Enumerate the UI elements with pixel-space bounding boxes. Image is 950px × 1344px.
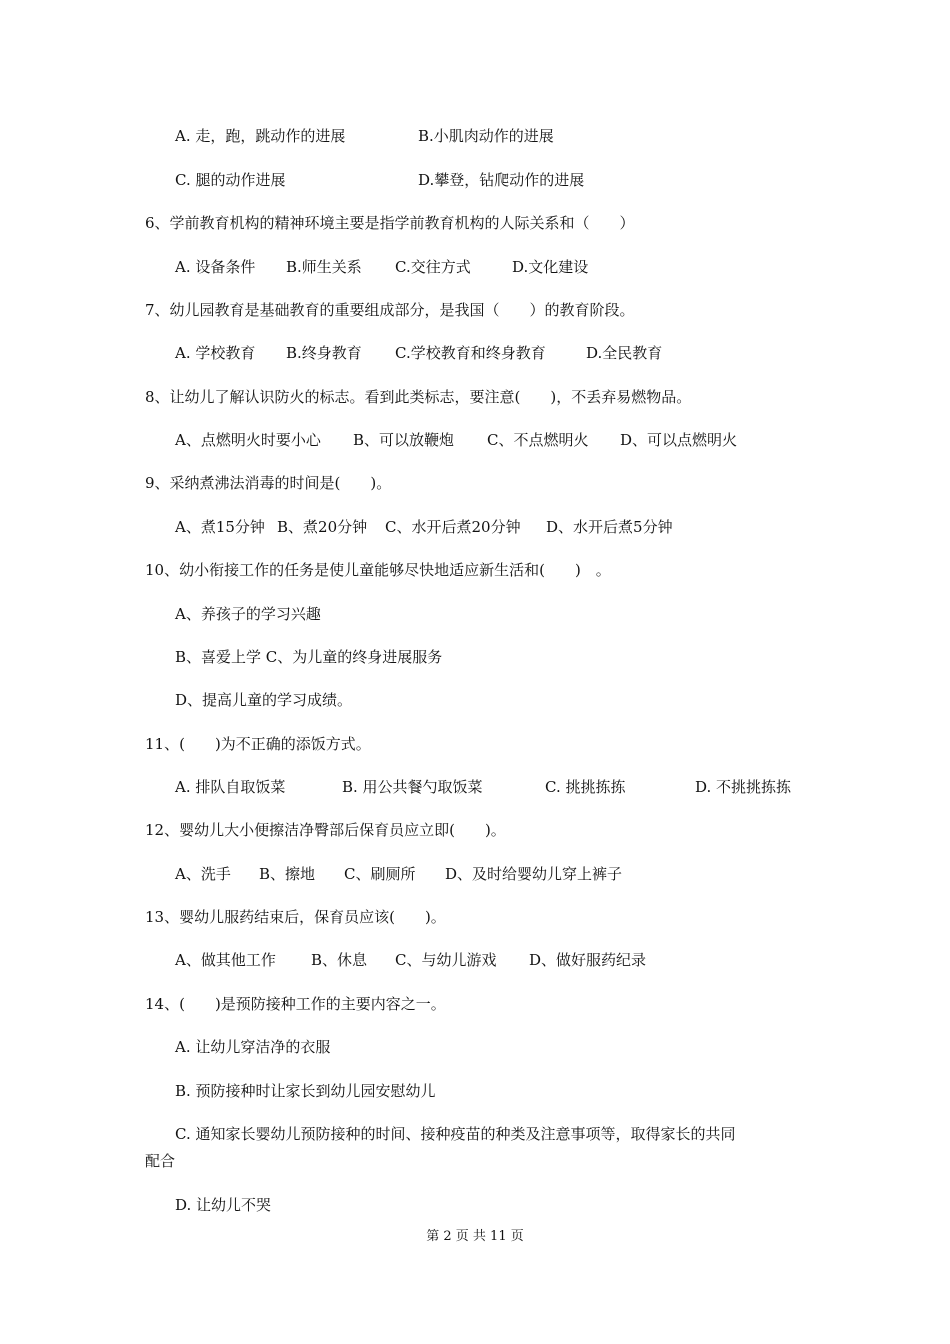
q9-stem: 9、采纳煮沸法消毒的时间是( )。 — [145, 474, 392, 492]
q5-option-b: B.小肌肉动作的进展 — [418, 127, 554, 145]
q5-option-d: D.攀登，钻爬动作的进展 — [418, 171, 585, 189]
q8-option-a: A、点燃明火时要小心 — [175, 431, 321, 449]
q5-option-a: A. 走，跑，跳动作的进展 — [175, 127, 346, 145]
q10-stem: 10、幼小衔接工作的任务是使儿童能够尽快地适应新生活和( ) 。 — [145, 561, 611, 579]
q13-option-a: A、做其他工作 — [175, 951, 276, 969]
q14-option-d: D. 让幼儿不哭 — [175, 1196, 272, 1214]
q6-option-d: D.文化建设 — [512, 258, 589, 276]
q12-option-a: A、洗手 — [175, 865, 231, 883]
q6-option-a: A. 设备条件 — [175, 258, 256, 276]
q13-option-c: C、与幼儿游戏 — [395, 951, 497, 969]
q12-option-d: D、及时给婴幼儿穿上裤子 — [445, 865, 623, 883]
q7-option-b: B.终身教育 — [286, 344, 362, 362]
q11-option-c: C. 挑挑拣拣 — [545, 778, 626, 796]
q6-option-b: B.师生关系 — [286, 258, 362, 276]
q8-stem: 8、让幼儿了解认识防火的标志。看到此类标志，要注意( )，不丢弃易燃物品。 — [145, 388, 692, 406]
q13-option-d: D、做好服药纪录 — [529, 951, 647, 969]
q11-option-a: A. 排队自取饭菜 — [175, 778, 286, 796]
q6-stem: 6、学前教育机构的精神环境主要是指学前教育机构的人际关系和（ ） — [145, 214, 635, 232]
q14-option-a: A. 让幼儿穿洁净的衣服 — [175, 1038, 331, 1056]
q9-option-d: D、水开后煮5分钟 — [546, 518, 673, 536]
q14-option-c-line2: 配合 — [145, 1152, 176, 1170]
q14-option-c-line1: C. 通知家长婴幼儿预防接种的时间、接种疫苗的种类及注意事项等，取得家长的共同 — [175, 1125, 736, 1143]
q11-stem: 11、( )为不正确的添饭方式。 — [145, 735, 371, 753]
page-number: 第 2 页 共 11 页 — [426, 1229, 524, 1244]
q9-option-b: B、煮20分钟 — [277, 518, 368, 536]
q12-option-c: C、刷厕所 — [344, 865, 416, 883]
q8-option-c: C、不点燃明火 — [487, 431, 589, 449]
q13-option-b: B、休息 — [311, 951, 368, 969]
q9-option-c: C、水开后煮20分钟 — [385, 518, 521, 536]
q7-option-d: D.全民教育 — [586, 344, 663, 362]
q12-option-b: B、擦地 — [259, 865, 316, 883]
q10-option-a: A、养孩子的学习兴趣 — [175, 605, 321, 623]
q10-option-bc: B、喜爱上学 C、为儿童的终身进展服务 — [175, 648, 443, 666]
q5-option-c: C. 腿的动作进展 — [175, 171, 286, 189]
q11-option-b: B. 用公共餐勺取饭菜 — [342, 778, 483, 796]
q14-stem: 14、( )是预防接种工作的主要内容之一。 — [145, 995, 446, 1013]
q6-option-c: C.交往方式 — [395, 258, 471, 276]
q11-option-d: D. 不挑挑拣拣 — [695, 778, 792, 796]
q7-option-a: A. 学校教育 — [175, 344, 256, 362]
q7-option-c: C.学校教育和终身教育 — [395, 344, 546, 362]
q8-option-d: D、可以点燃明火 — [620, 431, 738, 449]
q8-option-b: B、可以放鞭炮 — [353, 431, 455, 449]
q9-option-a: A、煮15分钟 — [175, 518, 265, 536]
q10-option-d: D、提高儿童的学习成绩。 — [175, 691, 353, 709]
q14-option-b: B. 预防接种时让家长到幼儿园安慰幼儿 — [175, 1082, 436, 1100]
q7-stem: 7、幼儿园教育是基础教育的重要组成部分，是我国（ ）的教育阶段。 — [145, 301, 635, 319]
q13-stem: 13、婴幼儿服药结束后，保育员应该( )。 — [145, 908, 446, 926]
q12-stem: 12、婴幼儿大小便擦洁净臀部后保育员应立即( )。 — [145, 821, 506, 839]
